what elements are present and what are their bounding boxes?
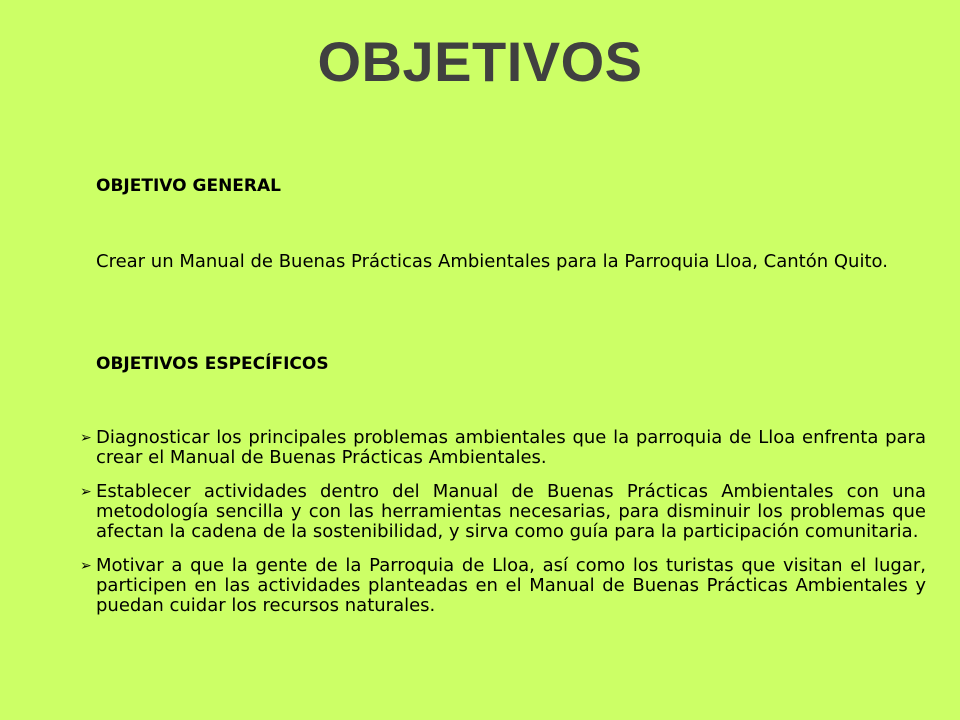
objective-item bbox=[80, 482, 926, 542]
specific-objectives-heading: OBJETIVOS ESPECÍFICOS bbox=[96, 354, 329, 374]
objective-item bbox=[80, 556, 926, 616]
arrow-bullet-icon: ➢ bbox=[80, 484, 92, 500]
objective-text: Establecer actividades dentro del Manual de Buenas Prácticas Ambientales con una metodología sencilla y con las herramientas necesarias, para disminuir los problemas que afectan la cadena de la sostenibilidad, y sirva como guía para la participación comunitaria. bbox=[96, 481, 926, 542]
objective-text: Motivar a que la gente de la Parroquia de Lloa, así como los turistas que visitan el lugar, participen en las actividades planteadas en el Manual de Buenas Prácticas Ambientales y puedan cuidar los recursos naturales. bbox=[96, 555, 926, 616]
general-objective-text: Crear un Manual de Buenas Prácticas Ambientales para la Parroquia Lloa, Cantón Quito. bbox=[96, 251, 888, 272]
slide-title: OBJETIVOS bbox=[317, 30, 643, 93]
objective-item bbox=[80, 428, 926, 468]
general-objective-heading: OBJETIVO GENERAL bbox=[96, 176, 281, 196]
objective-text: Diagnosticar los principales problemas ambientales que la parroquia de Lloa enfrenta para crear el Manual de Buenas Prácticas Ambientales. bbox=[96, 427, 926, 468]
arrow-bullet-icon: ➢ bbox=[80, 558, 92, 574]
arrow-bullet-icon: ➢ bbox=[80, 430, 92, 446]
specific-objectives-list bbox=[80, 428, 926, 630]
